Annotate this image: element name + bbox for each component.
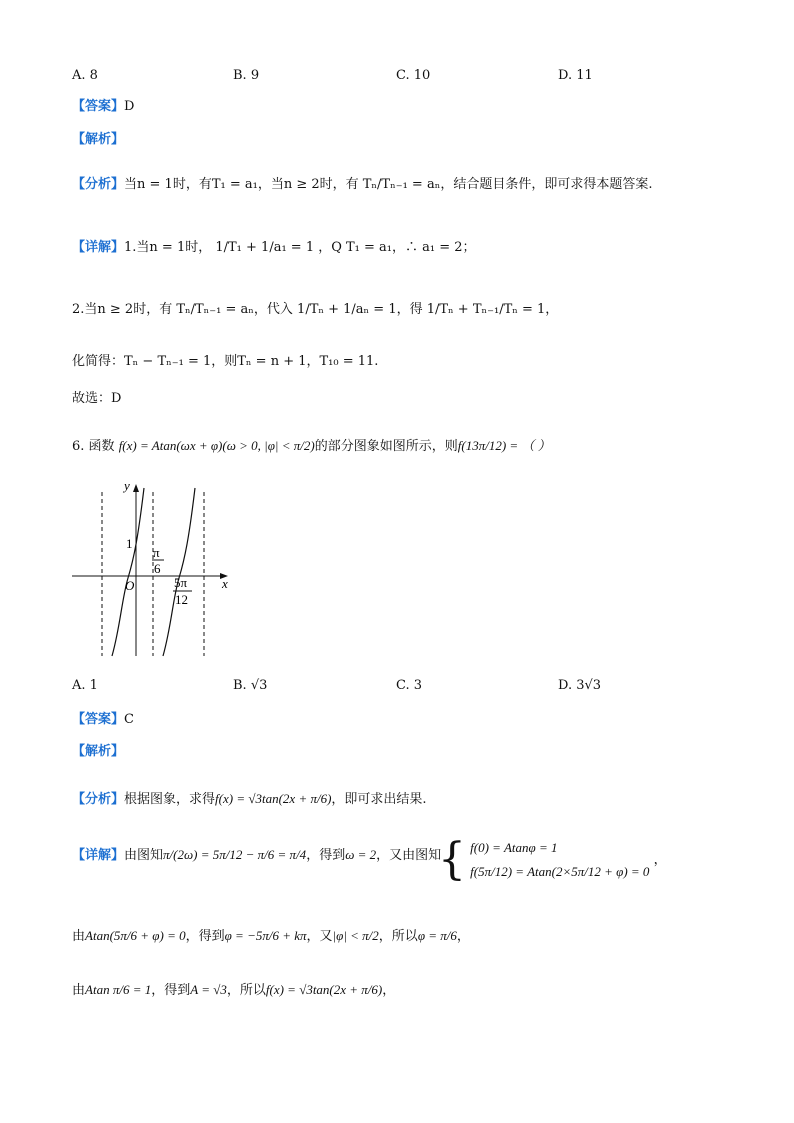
q5-choose: 故选：D [72, 391, 122, 406]
q6-d2-cond: |φ| < π/2 [332, 928, 379, 943]
origin-label: O [125, 578, 135, 593]
fenxi-tag: 【分析】 [72, 792, 125, 807]
q6-analysis-line [72, 742, 124, 762]
q6-fenxi-post: ，即可求出结果. [331, 792, 427, 807]
fenxi-tag: 【分析】 [72, 177, 125, 192]
q5-step1: 1.当n = 1时， 1/T₁ + 1/a₁ = 1 ，Q T₁ = a₁，∴ a₁ = 2； [124, 240, 476, 255]
system-comma: ， [653, 852, 667, 868]
q6-answer-line [72, 710, 134, 730]
q6-d2-phi: φ = −5π/6 + kπ [224, 928, 307, 943]
q6-d3-mid: ，得到 [151, 983, 191, 998]
analysis-tag: 【解析】 [72, 744, 125, 759]
tangent-branch-left [112, 488, 144, 656]
system-brace: { [438, 834, 466, 885]
fivepi12-label-num: 5π [174, 575, 188, 590]
q6-fenxi-func: f(x) = √3tan(2x + π/6) [215, 791, 332, 806]
q6-d2-eq: Atan(5π/6 + φ) = 0 [85, 928, 186, 943]
q6-d2-mid3: ，所以 [378, 929, 418, 944]
pi6-label-num: π [153, 545, 160, 560]
system-equations [470, 836, 649, 884]
q6-d3-pre: 由 [72, 983, 86, 998]
q6-d2-res: φ = π/6 [417, 928, 457, 943]
q5-option-c[interactable]: C. 10 [396, 68, 431, 83]
q6-option-b[interactable]: B. √3 [233, 678, 268, 693]
fivepi12-label-den: 12 [175, 592, 188, 607]
answer-tag: 【答案】 [72, 99, 125, 114]
q6-stem-ask: f(13π/12) = （ ） [457, 438, 551, 453]
q6-stem-func: f(x) = Atan(ωx + φ)(ω > 0, |φ| < π/2) [118, 438, 315, 453]
q6-d1-omega: ω = 2 [345, 847, 377, 862]
q6-stem-prefix: 6. 函数 [72, 439, 115, 454]
q6-d3-mid2: ，所以 [226, 983, 266, 998]
q6-answer: C [124, 712, 134, 727]
xiangjie-tag: 【详解】 [72, 848, 125, 863]
system-eq1: f(0) = Atanφ = 1 [470, 840, 558, 855]
q6-d2-pre: 由 [72, 929, 86, 944]
q5-step3: 化简得：Tₙ − Tₙ₋₁ = 1，则Tₙ = n + 1，T₁₀ = 11. [72, 354, 379, 369]
q5-fenxi-line [72, 175, 652, 195]
q6-option-c[interactable]: C. 3 [396, 678, 423, 693]
q6-tangent-graph [68, 478, 240, 660]
q6-d2-mid2: ，又 [306, 929, 333, 944]
q5-option-b[interactable]: B. 9 [233, 68, 260, 83]
q6-option-d[interactable]: D. 3√3 [558, 678, 602, 693]
q6-d1-pre: 由图知 [124, 848, 164, 863]
q6-d2-mid: ，得到 [185, 929, 225, 944]
q6-d3-eq: Atan π/6 = 1 [85, 982, 152, 997]
y-axis-arrow [133, 484, 139, 492]
one-label: 1 [126, 536, 133, 551]
tangent-branch-right [163, 488, 195, 656]
x-axis-label: x [222, 576, 228, 591]
q6-system [438, 836, 667, 884]
q6-option-a[interactable]: A. 1 [72, 678, 98, 693]
q6-detail1-line [72, 845, 441, 866]
q6-d1-eq: π/(2ω) = 5π/12 − π/6 = π/4 [163, 847, 307, 862]
q6-stem [72, 436, 551, 457]
q5-answer-line [72, 97, 134, 117]
q6-d3-A: A = √3 [190, 982, 227, 997]
q6-d3-end: ， [382, 983, 396, 998]
q5-analysis-line [72, 130, 124, 150]
q6-detail3-line [72, 980, 395, 1001]
q6-d3-func: f(x) = √3tan(2x + π/6) [265, 982, 383, 997]
pi6-label-den: 6 [154, 561, 161, 576]
q6-fenxi-pre: 根据图象，求得 [124, 792, 216, 807]
q6-detail2-line [72, 926, 470, 947]
q5-answer: D [124, 99, 135, 114]
q6-stem-mid: 的部分图象如图所示，则 [314, 439, 458, 454]
q6-d2-end: ， [456, 929, 470, 944]
answer-tag: 【答案】 [72, 712, 125, 727]
analysis-tag: 【解析】 [72, 132, 125, 147]
q6-fenxi-line [72, 789, 427, 810]
q5-step1-line [72, 238, 476, 258]
q5-fenxi-text: 当n = 1时，有T₁ = a₁，当n ≥ 2时，有 Tₙ/Tₙ₋₁ = aₙ，结合题目条件，即可求得本题答案. [124, 177, 653, 192]
q5-option-a[interactable]: A. 8 [72, 68, 98, 83]
system-eq2: f(5π/12) = Atan(2×5π/12 + φ) = 0 [470, 864, 650, 879]
q5-option-d[interactable]: D. 11 [558, 68, 593, 83]
xiangjie-tag: 【详解】 [72, 240, 125, 255]
q6-d1-mid: ，得到 [306, 848, 346, 863]
y-axis-label: y [124, 478, 130, 493]
q5-step2: 2.当n ≥ 2时，有 Tₙ/Tₙ₋₁ = aₙ，代入 1/Tₙ + 1/aₙ = 1，得 1/Tₙ + Tₙ₋₁/Tₙ = 1， [72, 302, 559, 317]
q6-d1-mid2: ，又由图知 [376, 848, 442, 863]
